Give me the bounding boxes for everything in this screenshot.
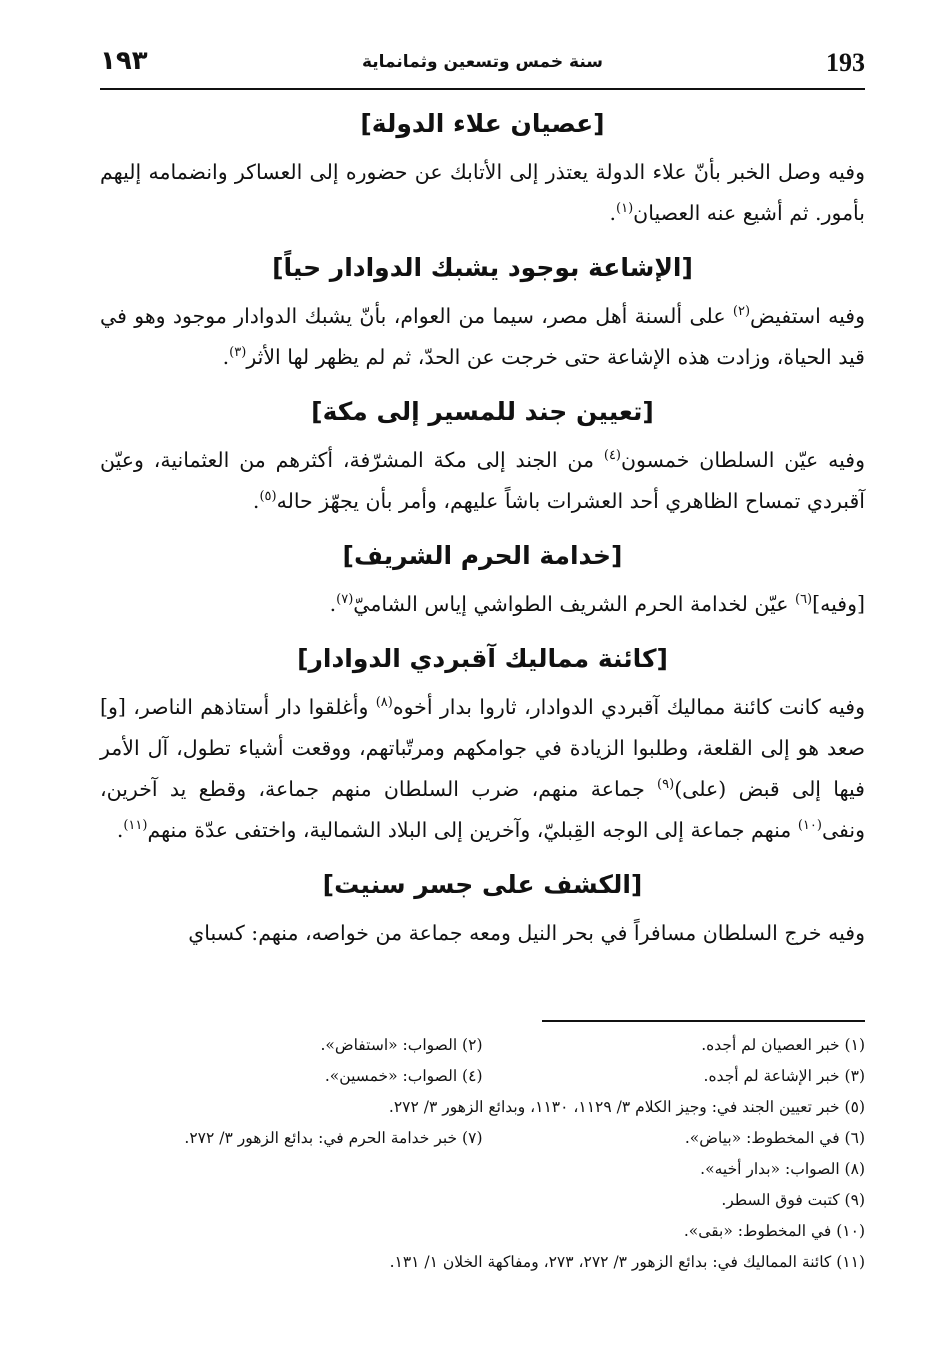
section-paragraph	[100, 584, 865, 625]
paragraph-text: وفيه خرج السلطان مسافراً في بحر النيل ومعه جماعة من خواصه، منهم: كسباي	[188, 921, 865, 945]
footnote-ref: (٣)	[229, 345, 247, 361]
paragraph-text: وأغلقوا دار أستاذهم الناصر، [و] صعد هو إلى القلعة، وطلبوا الزيادة في جوامكهم ومرتّباتهم، ووقعت أشياء تطول، آل الأمر فيها إلى قبض (على)	[100, 695, 865, 801]
footnote-row	[100, 1061, 865, 1092]
footnote-row	[100, 1092, 865, 1123]
footnote-ref: (١٠)	[797, 818, 822, 834]
section-title: [الكشف على جسر سنيت]	[322, 870, 643, 899]
section-title: [خدامة الحرم الشريف]	[342, 541, 623, 570]
footnote: (٤) الصواب: «خمسين».	[324, 1067, 483, 1085]
footnote-ref: (١)	[616, 201, 634, 217]
footnote-row	[100, 1154, 865, 1185]
section-paragraph	[100, 152, 865, 234]
section-paragraph	[100, 687, 865, 851]
footnote-ref: (١١)	[123, 818, 148, 834]
paragraph-text: وفيه كانت كائنة مماليك آقبردي الدوادار، ثاروا بدار أخوه	[392, 695, 865, 719]
section-title: [الإشاعة بوجود يشبك الدوادار حياً]	[272, 253, 693, 282]
footnote-row	[100, 1216, 865, 1247]
paragraph-text: منهم جماعة إلى الوجه القِبليّ، وآخرين إلى البلاد الشمالية، واختفى عدّة منهم	[147, 818, 798, 842]
footnotes	[100, 1030, 865, 1278]
paragraph-text: .	[252, 489, 260, 513]
footnote-row	[100, 1185, 865, 1216]
section-title: [تعيين جند للمسير إلى مكة]	[311, 397, 654, 426]
footnote-ref: (٥)	[259, 489, 277, 505]
section-title: [عصيان علاء الدولة]	[360, 109, 605, 138]
footnote: (٣) خبر الإشاعة لم أجده.	[703, 1067, 865, 1085]
paragraph-text: وفيه عيّن السلطان خمسون	[621, 448, 865, 472]
footnote: (٧) خبر خدامة الحرم في: بدائع الزهور ٣/ ٢٧٢.	[184, 1129, 483, 1147]
footnote-row	[100, 1030, 865, 1061]
footnote-ref: (٨)	[375, 695, 393, 711]
footnote-ref: (٢)	[732, 304, 751, 320]
footnote: (٦) في المخطوط: «بياض».	[684, 1129, 865, 1147]
footnote-row	[100, 1247, 865, 1278]
footnote: (٥) خبر تعيين الجند في: وجيز الكلام ٣/ ١١٢٩، ١١٣٠، وبدائع الزهور ٣/ ٢٧٢.	[388, 1098, 865, 1116]
footnote-ref: (٦)	[794, 592, 813, 608]
footnote-ref: (٩)	[657, 777, 675, 793]
footnote: (٢) الصواب: «استفاض».	[320, 1036, 483, 1054]
main-text	[100, 104, 865, 968]
page-number-arabic: ١٩٣	[100, 46, 148, 76]
paragraph-text: عيّن لخدامة الحرم الشريف الطواشي إياس الشاميّ	[353, 592, 795, 616]
footnote: (١١) كائنة المماليك في: بدائع الزهور ٣/ ٢٧٢، ٢٧٣، ومفاكهة الخلان ١/ ١٣١.	[389, 1253, 865, 1271]
footnote-divider	[542, 1020, 865, 1022]
section-paragraph	[100, 913, 865, 954]
paragraph-text: جماعة منهم، ضرب السلطان منهم جماعة، وقطع يد آخرين، ونفى	[100, 777, 865, 842]
paragraph-text: من الجند إلى مكة المشرّفة، أكثرهم من العثمانية، وعيّن آقبردي تمساح الظاهري أحد العشرات باشاً عليهم، وأمر بأن يجهّز حاله	[100, 448, 865, 513]
paragraph-text: .	[222, 345, 230, 369]
footnote-row	[100, 1123, 865, 1154]
page-number-latin: 193	[826, 48, 865, 77]
paragraph-text: .	[329, 592, 337, 616]
running-title: سنة خمس وتسعين وثمانماية	[361, 52, 604, 72]
paragraph-text: .	[609, 201, 617, 225]
footnote-ref: (٤)	[603, 448, 621, 464]
section-paragraph	[100, 296, 865, 378]
paragraph-text: على ألسنة أهل مصر، سيما من العوام، بأنّ يشبك الدوادار موجود وهو في قيد الحياة، وزادت هذه الإشاعة حتى خرجت عن الحدّ، ثم لم يظهر لها الأثر	[100, 304, 865, 369]
paragraph-text: .	[116, 818, 124, 842]
paragraph-text: وفيه استفيض	[750, 304, 866, 328]
footnote: (٨) الصواب: «بدار أخيه».	[700, 1160, 865, 1178]
section-paragraph	[100, 440, 865, 522]
footnote: (٩) كتبت فوق السطر.	[721, 1191, 865, 1209]
page-header	[100, 38, 865, 90]
paragraph-text: [وفيه]	[812, 592, 865, 616]
section-title: [كائنة مماليك آقبردي الدوادار]	[297, 644, 668, 673]
footnote: (١٠) في المخطوط: «بقى».	[683, 1222, 865, 1240]
paragraph-text: وفيه وصل الخبر بأنّ علاء الدولة يعتذر إلى الأتابك عن حضوره إلى العساكر وانضمامه إليهم بأمور. ثم أشيع عنه العصيان	[100, 160, 865, 225]
footnote-ref: (٧)	[336, 592, 354, 608]
footnote: (١) خبر العصيان لم أجده.	[701, 1036, 865, 1054]
